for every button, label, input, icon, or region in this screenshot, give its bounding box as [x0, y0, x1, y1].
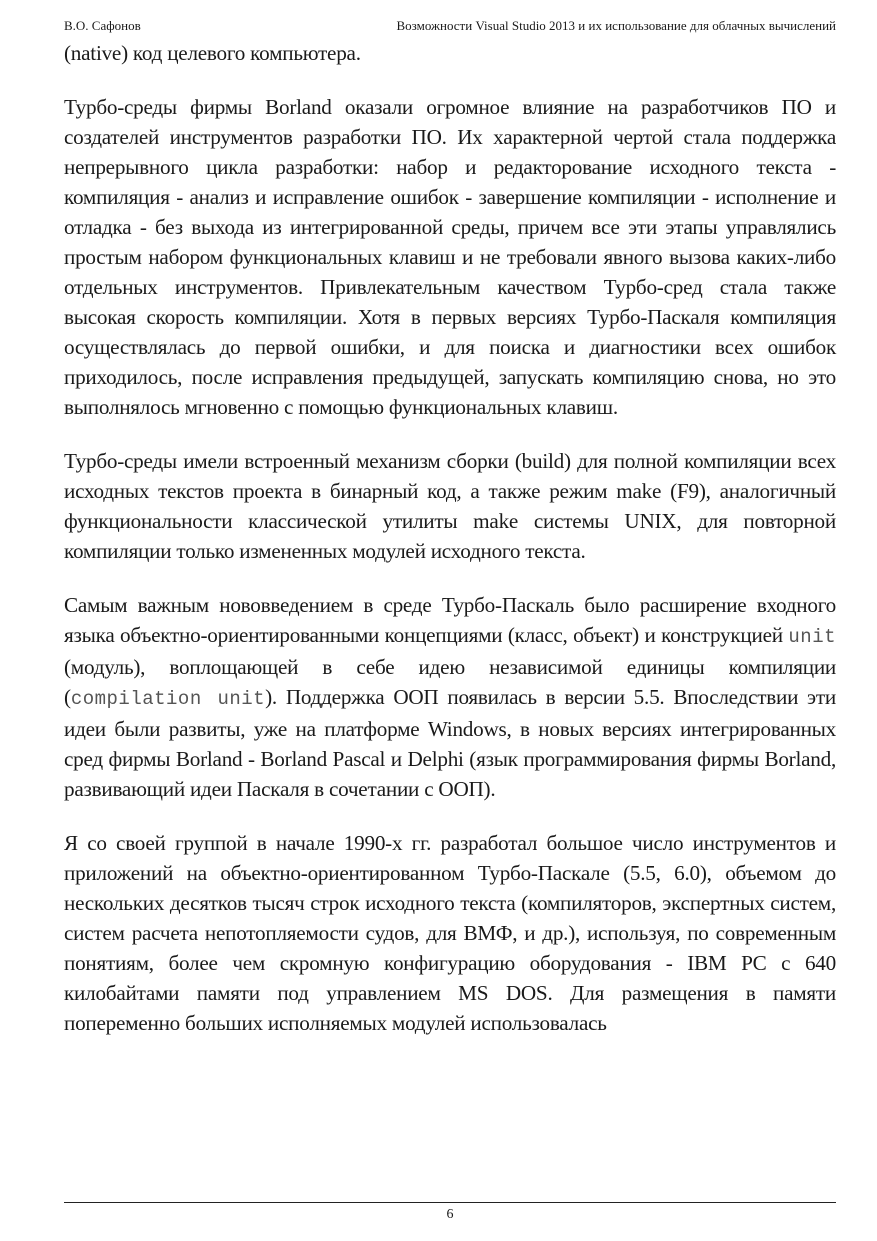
paragraph-turbo-build: Турбо-среды имели встроенный механизм сборки (build) для полной компиляции всех исходных текстов проекта в бинарный код, а также режим make (F9), аналогичный функциональности классической утилиты make системы UNIX, для повторной компиляции только измененных модулей исходного текста.	[64, 449, 836, 563]
paragraph-text-segment: (модуль), воплощающей в себе идею независимой единицы компиляции (	[64, 655, 836, 709]
paragraph-text-segment: ). Поддержка ООП появилась в версии 5.5. Впоследствии эти идеи были развиты, уже на платформе Windows, в новых версиях интегрированных сред фирмы Borland - Borland Pascal и Delphi (язык программирования фирмы Borland, развивающий идеи Паскаля в сочетании с ООП).	[64, 685, 836, 801]
page-header	[64, 16, 836, 36]
code-compilation-unit: compilation unit	[70, 688, 266, 710]
paragraph-continuation: (native) код целевого компьютера.	[64, 41, 361, 65]
paragraph-turbo-influence: Турбо-среды фирмы Borland оказали огромное влияние на разработчиков ПО и создателей инструментов разработки ПО. Их характерной чертой стала поддержка непрерывного цикла разработки: набор и редакторование исходного текста - компиляция - анализ и исправление ошибок - завершение компиляции - исполнение и отладка - без выхода из интегрированной среды, причем все эти этапы управлялись простым набором функциональных клавиш и не требовали явного вызова каких-либо отдельных инструментов. Привлекательным качеством Турбо-сред стала также высокая скорость компиляции. Хотя в первых версиях Турбо-Паскаля компиляция осуществлялась до первой ошибки, и для поиска и диагностики всех ошибок приходилось, после исправления предыдущей, запускать компиляцию снова, но это выполнялось мгновенно с помощью функциональных клавиш.	[64, 95, 836, 419]
header-author: В.О. Сафонов	[64, 18, 141, 33]
paragraph-text-segment: Самым важным нововведением в среде Турбо-Паскаль было расширение входного языка объектно-ориентированными концепциями (класс, объект) и конструкцией	[64, 593, 836, 647]
page-number: 6	[446, 1207, 454, 1222]
footer-divider	[64, 1202, 836, 1203]
paragraph-turbo-oop	[64, 590, 836, 804]
header-title: Возможности Visual Studio 2013 и их использование для облачных вычислений	[396, 18, 836, 33]
paragraph-author-group: Я со своей группой в начале 1990-х гг. разработал большое число инструментов и приложений на объектно-ориентированном Турбо-Паскале (5.5, 6.0), объемом до нескольких десятков тысяч строк исходного текста (компиляторов, экспертных систем, систем расчета непотопляемости судов, для ВМФ, и др.), используя, по современным понятиям, более чем скромную конфигурацию оборудования - IBM PC с 640 килобайтами памяти под управлением MS DOS. Для размещения в памяти попеременно больших исполняемых модулей использовалась	[64, 831, 836, 1035]
body-text	[64, 38, 836, 1062]
code-unit: unit	[788, 626, 836, 648]
